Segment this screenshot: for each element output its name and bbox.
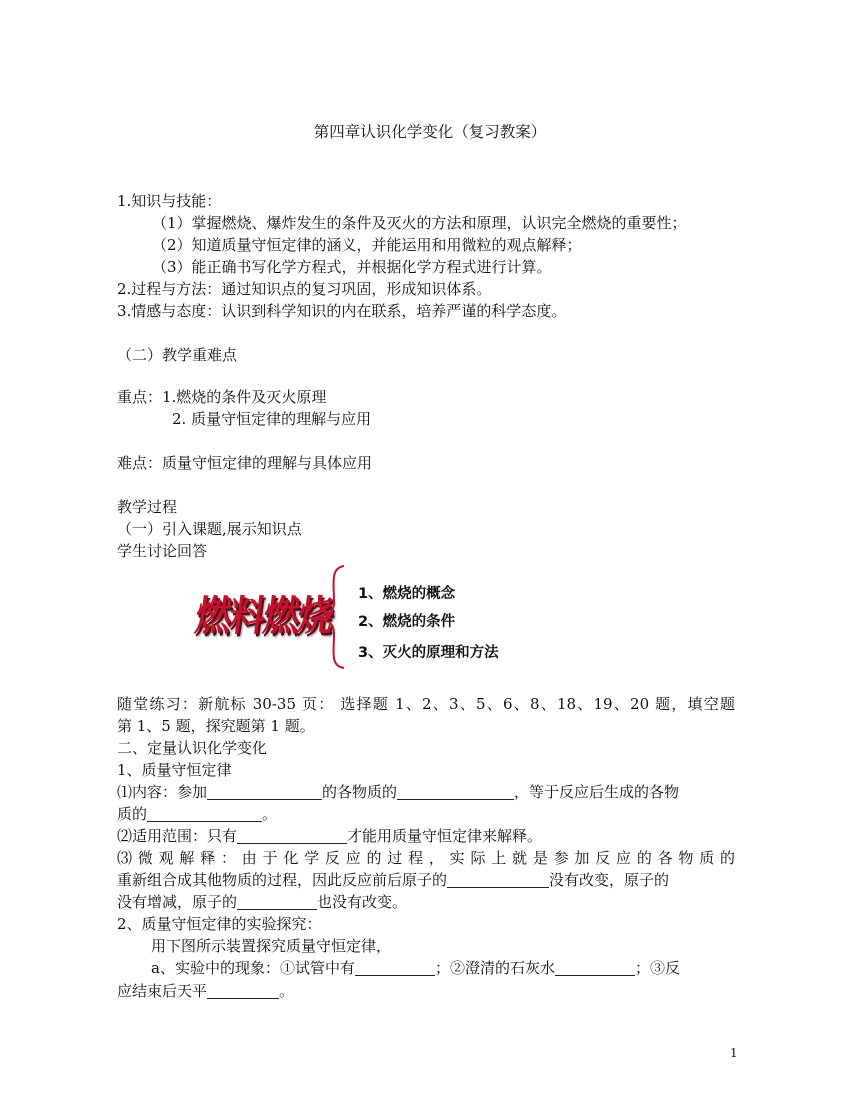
micro-line-3 (117, 891, 407, 913)
experiment-text-b1: 应结束后天平 (117, 982, 208, 1000)
blank-field (237, 827, 347, 844)
section-heading-key-points: （二）教学重难点 (117, 346, 238, 364)
concept-mindmap (190, 562, 550, 672)
micro-text-3b: 也没有改变。 (317, 893, 408, 911)
micro-text-2a: 重新组合成其他物质的过程，因此反应前后原子的 (117, 871, 448, 889)
content-text-d: 质的 (117, 805, 148, 823)
content-line-1 (117, 781, 679, 803)
content-text-b: 的各物质的 (322, 783, 398, 801)
objective-item-1: （1）掌握燃烧、爆炸发生的条件及灭火的方法和原理，认识完全燃烧的重要性； (152, 214, 687, 232)
scope-text-b: 才能用质量守恒定律来解释。 (347, 827, 543, 845)
experiment-text-a2: ；②澄清的石灰水 (434, 959, 555, 977)
content-text-c: ，等于反应后生成的各物 (514, 783, 680, 801)
objectives-heading: 1.知识与技能： (117, 192, 222, 210)
discussion-label: 学生讨论回答 (117, 542, 208, 560)
blank-field (555, 959, 635, 976)
mindmap-item-1: 1、燃烧的概念 (358, 586, 456, 602)
content-line-2 (117, 803, 277, 825)
objective-item-3: （3）能正确书写化学方程式，并根据化学方程式进行计算。 (152, 258, 552, 276)
step-one-heading: （一）引入课题,展示知识点 (117, 520, 302, 538)
practice-line-1: 随堂练习：新航标 30-35 页： 选择题 1、2、3、5、6、8、18、19、20 题，填空题 (117, 695, 735, 713)
experiment-text-a1: a、实验中的现象：①试管中有 (151, 959, 355, 977)
practice-line-2: 第 1、5 题，探究题第 1 题。 (117, 717, 315, 735)
blank-field (207, 982, 279, 999)
blank-field (237, 893, 317, 910)
curly-brace-icon (308, 562, 348, 672)
content-text-a: ⑴内容：参加 (117, 783, 208, 801)
mindmap-item-3: 3、灭火的原理和方法 (358, 645, 499, 661)
experiment-intro: 用下图所示装置探究质量守恒定律， (151, 937, 392, 955)
mindmap-center-label: 燃料燃烧 (192, 593, 335, 641)
experiment-line-1 (151, 957, 680, 979)
micro-text-3a: 没有增减，原子的 (117, 893, 238, 911)
content-text-e: 。 (262, 805, 278, 823)
experiment-text-b2: 。 (279, 982, 295, 1000)
experiment-text-a3: ；③反 (634, 959, 680, 977)
micro-line-1: ⑶微观解释：由于化学反应的过程，实际上就是参加反应的各物质的 (117, 849, 735, 867)
process-objective: 2.过程与方法：通过知识点的复习巩固，形成知识体系。 (117, 280, 492, 298)
objective-item-2: （2）知道质量守恒定律的涵义，并能运用和用微粒的观点解释； (152, 236, 582, 254)
experiment-heading: 2、质量守恒定律的实验探究： (117, 915, 322, 933)
page-number: 1 (730, 1046, 738, 1060)
micro-text-2b: 没有改变，原子的 (549, 871, 670, 889)
experiment-line-2 (117, 980, 294, 1002)
blank-field (207, 783, 322, 800)
blank-field (447, 871, 549, 888)
scope-text-a: ⑵适用范围：只有 (117, 827, 238, 845)
attitude-objective: 3.情感与态度：认识到科学知识的内在联系，培养严谨的科学态度。 (117, 302, 567, 320)
micro-line-2 (117, 869, 669, 891)
key-point-2: 2. 质量守恒定律的理解与应用 (172, 410, 372, 428)
law-heading: 1、质量守恒定律 (117, 761, 232, 779)
process-heading: 教学过程 (117, 498, 178, 516)
key-point-1: 重点：1.燃烧的条件及灭火原理 (117, 388, 327, 406)
section-heading-quantitative: 二、定量认识化学变化 (117, 739, 268, 757)
page-title: 第四章认识化学变化（复习教案） (313, 123, 547, 141)
blank-field (147, 805, 262, 822)
scope-line (117, 825, 542, 847)
mindmap-item-2: 2、燃烧的条件 (358, 614, 456, 630)
blank-field (397, 783, 514, 800)
difficult-point: 难点：质量守恒定律的理解与具体应用 (117, 454, 373, 472)
blank-field (355, 959, 435, 976)
